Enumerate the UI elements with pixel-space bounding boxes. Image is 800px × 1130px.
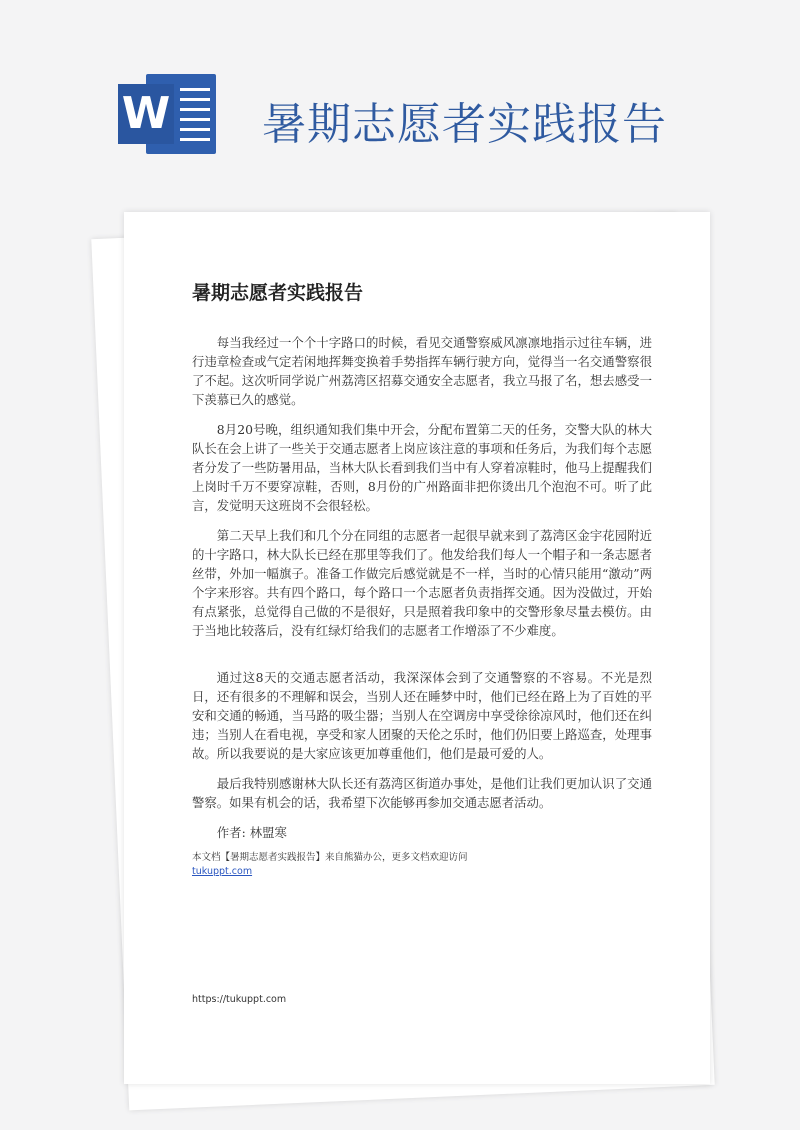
doc-line [180,98,210,101]
doc-line [180,118,210,121]
footer-url[interactable]: https://tukuppt.com [192,994,287,1005]
word-letter: W [118,84,174,144]
paragraph: 第二天早上我们和几个分在同组的志愿者一起很早就来到了荔湾区金宇花园附近的十字路口，林大队长已经在那里等我们了。他发给我们每人一个帽子和一条志愿者丝带，外加一幅旗子。准备工作做完后感觉就是不一样，当时的心情只能用“激动”两个字来形容。共有四个路口，每个路口一个志愿者负责指挥交通。因为没做过，开始有点紧张，总觉得自己做的不是很好，只是照着我印象中的交警形象尽量去模仿。由于当地比较落后，没有红绿灯给我们的志愿者工作增添了不少难度。 [192,528,652,638]
document-page [124,212,710,1084]
doc-line [180,108,210,111]
doc-line [180,88,210,91]
source-link[interactable]: tukuppt.com [192,866,253,877]
author-line: 作者: 林盟寒 [216,825,287,840]
paragraph: 最后我特别感谢林大队长还有荔湾区街道办事处，是他们让我们更加认识了交通警察。如果有机会的话，我希望下次能够再参加交通志愿者活动。 [192,776,652,810]
doc-line [180,138,210,141]
paragraph: 8月20号晚，组织通知我们集中开会，分配布置第二天的任务，交警大队的林大队长在会上讲了一些关于交通志愿者上岗应该注意的事项和任务后，为我们每个志愿者分发了一些防暑用品，当林大队长看到我们当中有人穿着凉鞋时，他马上提醒我们上岗时千万不要穿凉鞋，否则，8月份的广州路面非把你烫出几个泡泡不可。听了此言，发觉明天这班岗不会很轻松。 [192,422,652,513]
source-note: 本文档【暑期志愿者实践报告】来自熊猫办公，更多文档欢迎访问 [192,852,468,863]
header-banner [0,0,800,200]
paragraph: 每当我经过一个个十字路口的时候，看见交通警察威风凛凛地指示过往车辆，进行违章检查或气定若闲地挥舞变换着手势指挥车辆行驶方向，觉得当一名交通警察很了不起。这次听同学说广州荔湾区招募交通安全志愿者，我立马报了名，想去感受一下羡慕已久的感觉。 [192,335,652,407]
word-doc-icon [118,74,218,154]
header-title: 暑期志愿者实践报告 [262,99,667,150]
document-content [192,278,652,878]
paragraph: 通过这8天的交通志愿者活动，我深深体会到了交通警察的不容易。不光是烈日，还有很多的不理解和误会，当别人还在睡梦中时，他们已经在路上为了百姓的平安和交通的畅通，当马路的吸尘器；当别人在空调房中享受徐徐凉风时，他们还在纠违；当别人在看电视，享受和家人团聚的天伦之乐时，他们仍旧要上路巡查，处理事故。所以我要说的是大家应该更加尊重他们，他们是最可爱的人。 [192,670,652,761]
document-title: 暑期志愿者实践报告 [192,282,364,304]
doc-line [180,128,210,131]
